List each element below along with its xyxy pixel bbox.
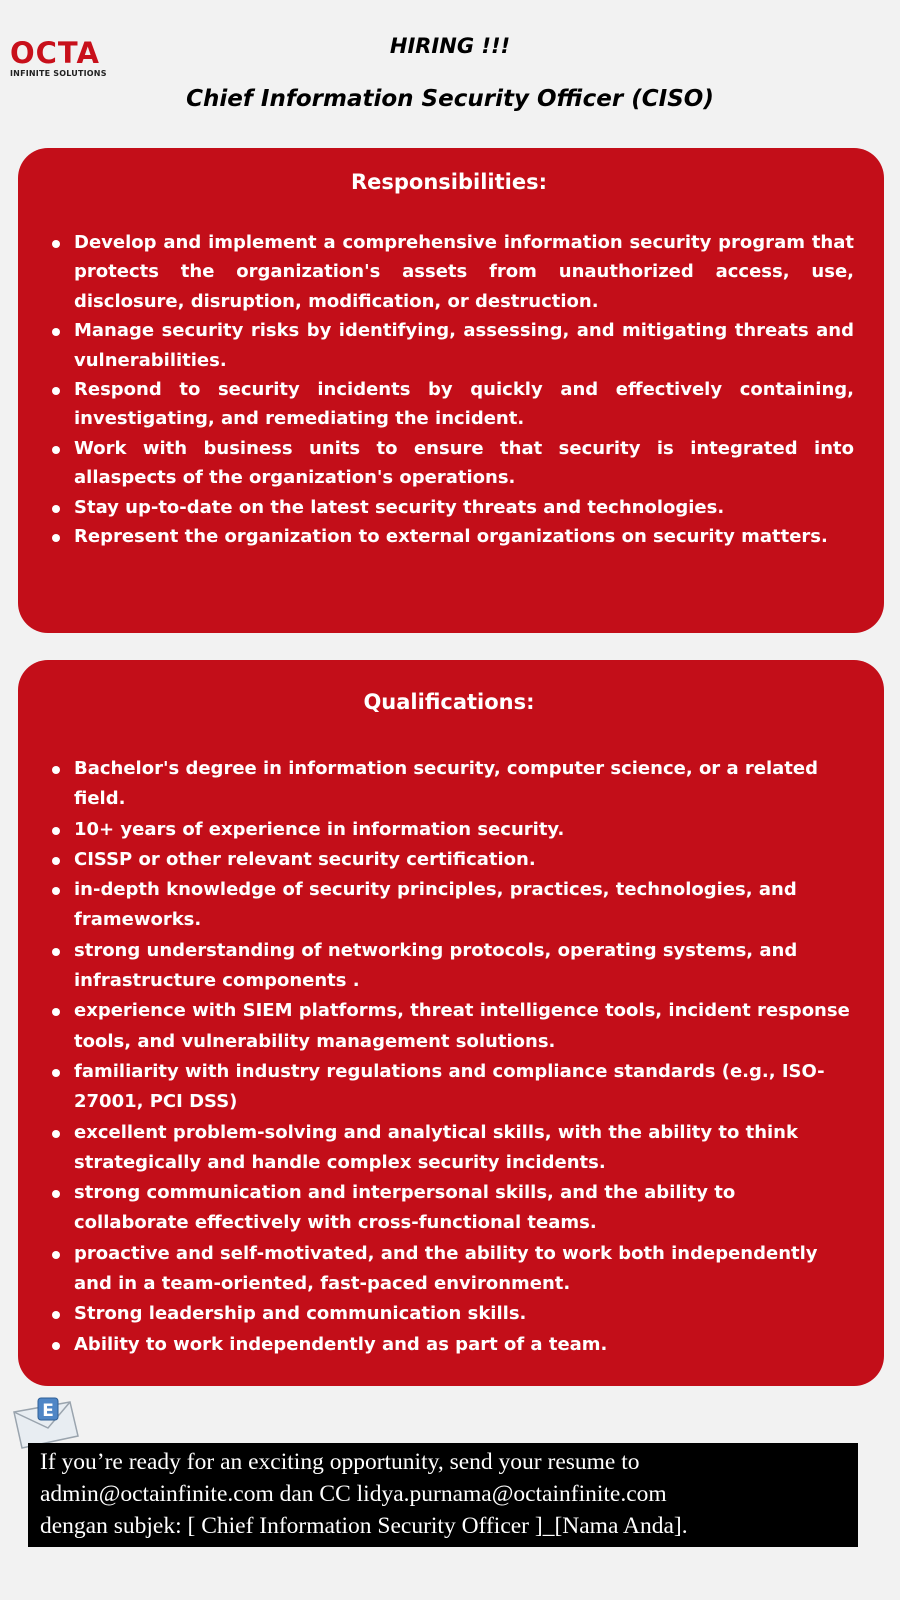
responsibilities-list xyxy=(44,228,854,551)
list-item: Represent the organization to external organizations on security matters. xyxy=(44,522,854,551)
responsibilities-heading: Responsibilities: xyxy=(350,170,548,194)
responsibilities-panel xyxy=(18,148,884,633)
footer-line: admin@octainfinite.com dan CC lidya.purnama@octainfinite.com xyxy=(40,1481,667,1507)
list-item: proactive and self-motivated, and the ability to work both independently and in a team-oriented, fast-paced environment. xyxy=(44,1239,854,1300)
list-item: strong understanding of networking protocols, operating systems, and infrastructure components . xyxy=(44,936,854,997)
email-icon-letter: E xyxy=(42,1401,54,1421)
list-item: experience with SIEM platforms, threat intelligence tools, incident response tools, and vulnerability management solutions. xyxy=(44,996,854,1057)
list-item: Bachelor's degree in information security, computer science, or a related field. xyxy=(44,754,854,815)
list-item: Strong leadership and communication skills. xyxy=(44,1299,854,1329)
list-item: CISSP or other relevant security certification. xyxy=(44,845,854,875)
qualifications-panel xyxy=(18,660,884,1386)
qualifications-list xyxy=(44,754,854,1360)
qualifications-heading: Qualifications: xyxy=(363,690,535,714)
logo-wordmark: OCTA xyxy=(10,36,100,70)
list-item: Respond to security incidents by quickly and effectively containing, investigating, and remediating the incident. xyxy=(44,375,854,434)
list-item: Develop and implement a comprehensive information security program that protects the organization's assets from unauthorized access, use, disclosure, disruption, modification, or destruction. xyxy=(44,228,854,316)
list-item: 10+ years of experience in information security. xyxy=(44,815,854,845)
list-item: excellent problem-solving and analytical skills, with the ability to think strategically and handle complex security incidents. xyxy=(44,1118,854,1179)
list-item: familiarity with industry regulations and compliance standards (e.g., ISO-27001, PCI DSS) xyxy=(44,1057,854,1118)
list-item: Ability to work independently and as part of a team. xyxy=(44,1330,854,1360)
list-item: Work with business units to ensure that security is integrated into allaspects of the organization's operations. xyxy=(44,434,854,493)
hiring-heading: HIRING !!! xyxy=(389,34,511,58)
footer-line: If you’re ready for an exciting opportunity, send your resume to xyxy=(40,1449,640,1475)
list-item: Manage security risks by identifying, assessing, and mitigating threats and vulnerabilities. xyxy=(44,316,854,375)
list-item: in-depth knowledge of security principles, practices, technologies, and frameworks. xyxy=(44,875,854,936)
logo-tagline: INFINITE SOLUTIONS xyxy=(10,69,107,78)
list-item: strong communication and interpersonal skills, and the ability to collaborate effectively with cross-functional teams. xyxy=(44,1178,854,1239)
application-instructions xyxy=(28,1443,858,1547)
footer-line: dengan subjek: [ Chief Information Security Officer ]_[Nama Anda]. xyxy=(40,1513,688,1539)
job-title: Chief Information Security Officer (CISO) xyxy=(186,86,714,112)
list-item: Stay up-to-date on the latest security threats and technologies. xyxy=(44,493,854,522)
